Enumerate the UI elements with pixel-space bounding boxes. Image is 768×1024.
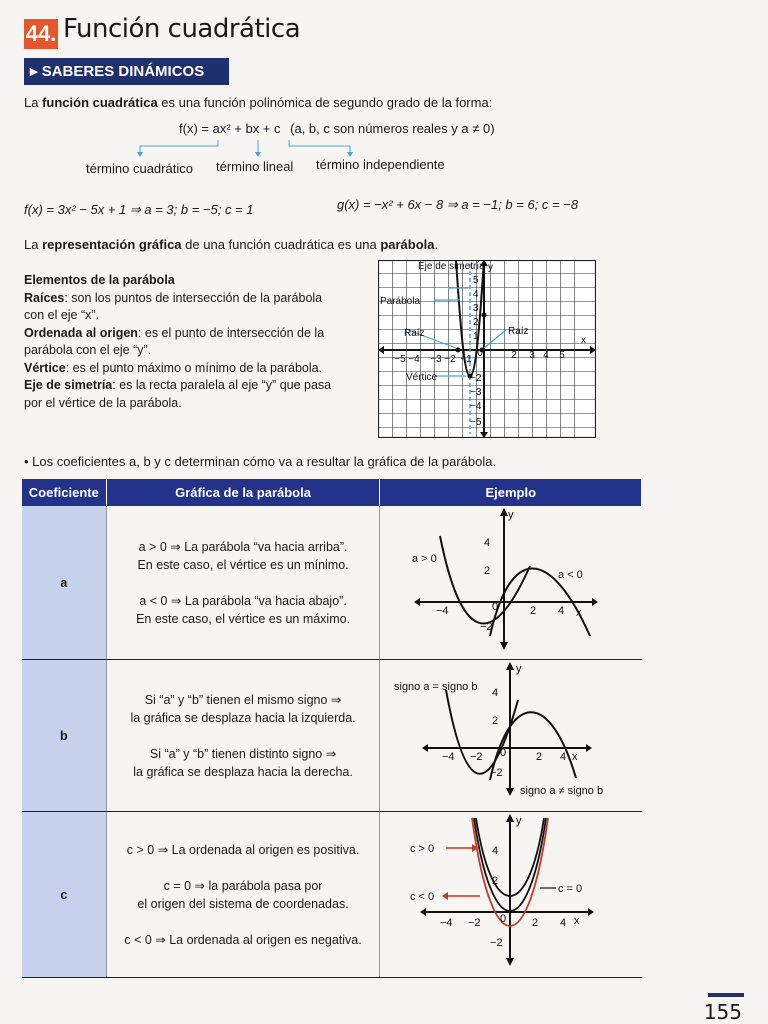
graph-coef-c bbox=[380, 812, 641, 974]
header-coeficiente: Coeficiente bbox=[22, 479, 106, 506]
header-grafica: Gráfica de la parábola bbox=[106, 479, 380, 506]
y-tick-label: 5 bbox=[473, 275, 479, 286]
eje-text: : es la recta paralela al eje “y” que pasa por el vértice de la parábola. bbox=[24, 378, 332, 410]
intro-bold: función cuadrática bbox=[42, 95, 158, 110]
desc-line: En este caso, el vértice es un mínimo. bbox=[137, 557, 349, 572]
desc-line: la gráfica se desplaza hacia la izquierda. bbox=[130, 710, 356, 725]
label-raiz-left: Raíz bbox=[404, 328, 425, 339]
parabola-elements bbox=[24, 272, 344, 412]
y-tick-label: −5 bbox=[470, 417, 482, 428]
term-quadratic: término cuadrático bbox=[86, 161, 193, 176]
section-banner: ▸ SABERES DINÁMICOS bbox=[24, 58, 229, 85]
label-c-pos: c > 0 bbox=[410, 843, 435, 855]
tick-x: 2 bbox=[532, 917, 539, 929]
desc-line: el origen del sistema de coordenadas. bbox=[137, 896, 349, 911]
rep-pre: La bbox=[24, 237, 39, 252]
y-tick-label: 3 bbox=[473, 303, 479, 314]
x-tick-label: −5 bbox=[394, 354, 406, 365]
tick-x: 4 bbox=[558, 605, 565, 617]
ordenada-label: Ordenada al origen bbox=[24, 325, 138, 340]
formula-condition: (a, b, c son números reales y a ≠ 0) bbox=[290, 121, 495, 136]
tick-x: 2 bbox=[536, 751, 543, 763]
rep-mid: de una función cuadrática es una bbox=[185, 237, 377, 252]
x-tick-label: −2 bbox=[444, 354, 456, 365]
rep-bold1: representación gráfica bbox=[42, 237, 182, 252]
y-tick-label: −3 bbox=[470, 387, 482, 398]
axis-x-label: x bbox=[572, 751, 578, 763]
tick-y: 4 bbox=[484, 537, 491, 549]
tick-x: −2 bbox=[468, 917, 482, 929]
tick-y: −2 bbox=[480, 621, 494, 633]
page-number: 155 bbox=[703, 1000, 742, 1024]
label-y: y bbox=[488, 262, 493, 273]
label-c-neg: c < 0 bbox=[410, 891, 435, 903]
label-x: x bbox=[581, 335, 586, 346]
tick-y: 2 bbox=[492, 715, 499, 727]
vertice-text: : es el punto máximo o mínimo de la parábola. bbox=[65, 360, 323, 375]
desc-line: c < 0 ⇒ La ordenada al origen es negativa. bbox=[124, 932, 362, 947]
coef-c: c bbox=[22, 812, 106, 978]
x-tick-label: 5 bbox=[559, 350, 565, 361]
tick-x: 0 bbox=[492, 601, 499, 613]
label-diff-sign: signo a ≠ signo b bbox=[520, 785, 604, 797]
table-row bbox=[22, 812, 642, 978]
y-tick-label: 2 bbox=[473, 317, 479, 328]
axis-y-label: y bbox=[516, 815, 522, 827]
section-title: SABERES DINÁMICOS bbox=[41, 63, 205, 80]
page-title: Función cuadrática bbox=[63, 14, 301, 44]
example-f: f(x) = 3x² − 5x + 1 ⇒ a = 3; b = −5; c = 1 bbox=[24, 202, 254, 217]
tick-x: −4 bbox=[440, 917, 454, 929]
tick-y: 4 bbox=[492, 845, 499, 857]
raices-text: : son los puntos de intersección de la parábola con el eje “x”. bbox=[24, 290, 323, 322]
formula-text: f(x) = ax² + bx + c bbox=[179, 121, 281, 136]
axis-y-label: y bbox=[516, 663, 522, 675]
coef-b: b bbox=[22, 660, 106, 812]
y-tick-label: −4 bbox=[470, 401, 482, 412]
desc-line: c > 0 ⇒ La ordenada al origen es positiva. bbox=[126, 842, 360, 857]
tick-y: −2 bbox=[490, 937, 504, 949]
y-tick-label: −2 bbox=[470, 373, 482, 384]
desc-b bbox=[106, 660, 380, 812]
graph-coef-b bbox=[380, 660, 641, 808]
x-tick-label: 2 bbox=[511, 350, 517, 361]
term-linear: término lineal bbox=[216, 159, 294, 174]
rep-bold2: parábola bbox=[380, 237, 435, 252]
x-tick-label: 4 bbox=[543, 350, 549, 361]
desc-line: Si “a” y “b” tienen distinto signo ⇒ bbox=[149, 746, 337, 761]
tick-y: 2 bbox=[492, 875, 499, 887]
axis-x-label: x bbox=[574, 915, 580, 927]
y-tick-label: 1 bbox=[473, 331, 479, 342]
desc-line: a > 0 ⇒ La parábola “va hacia arriba”. bbox=[138, 539, 348, 554]
label-same-sign: signo a = signo b bbox=[394, 681, 478, 693]
term-independent: término independiente bbox=[316, 157, 445, 172]
axis-x-label: x bbox=[576, 607, 582, 619]
coefficients-note: • Los coeficientes a, b y c determinan cómo va a resultar la gráfica de la parábola. bbox=[24, 454, 497, 469]
elements-heading: Elementos de la parábola bbox=[24, 273, 175, 287]
example-g: g(x) = −x² + 6x − 8 ⇒ a = −1; b = 6; c = −8 bbox=[337, 197, 579, 212]
page-number-bar bbox=[708, 993, 744, 997]
raices-label: Raíces bbox=[24, 290, 65, 305]
tick-x: −4 bbox=[436, 605, 450, 617]
tick-x: 4 bbox=[560, 751, 567, 763]
tick-x: 0 bbox=[500, 747, 507, 759]
tick-y: −2 bbox=[490, 767, 504, 779]
desc-line: a < 0 ⇒ La parábola “va hacia abajo”. bbox=[139, 593, 347, 608]
desc-a bbox=[106, 506, 380, 660]
desc-line: c = 0 ⇒ la parábola pasa por bbox=[163, 878, 323, 893]
tick-x: −4 bbox=[442, 751, 456, 763]
tick-y: 2 bbox=[484, 565, 491, 577]
coefficients-table bbox=[22, 479, 642, 978]
parabola-up bbox=[440, 536, 530, 623]
x-tick-label: −4 bbox=[408, 354, 420, 365]
term-connector-lines bbox=[0, 0, 768, 180]
eje-label: Eje de simetría bbox=[24, 378, 113, 392]
tick-x: 0 bbox=[500, 913, 507, 925]
table-row bbox=[22, 660, 642, 812]
desc-c bbox=[106, 812, 380, 978]
label-a-pos: a > 0 bbox=[412, 553, 438, 565]
label-eje: Eje de simetría bbox=[418, 261, 485, 272]
intro-pre: La bbox=[24, 95, 39, 110]
tick-x: −2 bbox=[470, 751, 484, 763]
desc-line: la gráfica se desplaza hacia la derecha. bbox=[133, 764, 353, 779]
tick-x: 4 bbox=[560, 917, 567, 929]
x-tick-label: −3 bbox=[430, 354, 442, 365]
coef-a: a bbox=[22, 506, 106, 660]
axis-y-label: y bbox=[508, 509, 514, 521]
lesson-number: 44. bbox=[24, 19, 58, 49]
label-a-neg: a < 0 bbox=[558, 569, 584, 581]
tick-y: 4 bbox=[492, 687, 499, 699]
desc-line: En este caso, el vértice es un máximo. bbox=[136, 611, 351, 626]
desc-line: Si “a” y “b” tienen el mismo signo ⇒ bbox=[144, 692, 342, 707]
x-tick-label: −1 bbox=[460, 354, 472, 365]
x-tick-label: 3 bbox=[529, 350, 535, 361]
tick-x: 2 bbox=[530, 605, 537, 617]
label-vertice: Vértice bbox=[406, 372, 438, 383]
parabola-grid-graph bbox=[378, 260, 596, 438]
rep-end: . bbox=[434, 237, 439, 252]
label-parabola: Parábola bbox=[380, 296, 421, 307]
x-tick-label: 0 bbox=[477, 348, 483, 359]
label-raiz-right: Raíz bbox=[508, 326, 529, 337]
graph-coef-a bbox=[380, 506, 641, 656]
label-c-zero: c = 0 bbox=[558, 883, 583, 895]
y-tick-label: 4 bbox=[473, 289, 479, 300]
representation-sentence bbox=[24, 236, 438, 253]
header-ejemplo: Ejemplo bbox=[380, 479, 642, 506]
intro-post: es una función polinómica de segundo grado de la forma: bbox=[161, 95, 493, 110]
table-row bbox=[22, 506, 642, 660]
ordenada-text: : es el punto de intersección de la parábola con el eje “y”. bbox=[24, 325, 325, 357]
vertice-label: Vértice bbox=[24, 360, 66, 375]
